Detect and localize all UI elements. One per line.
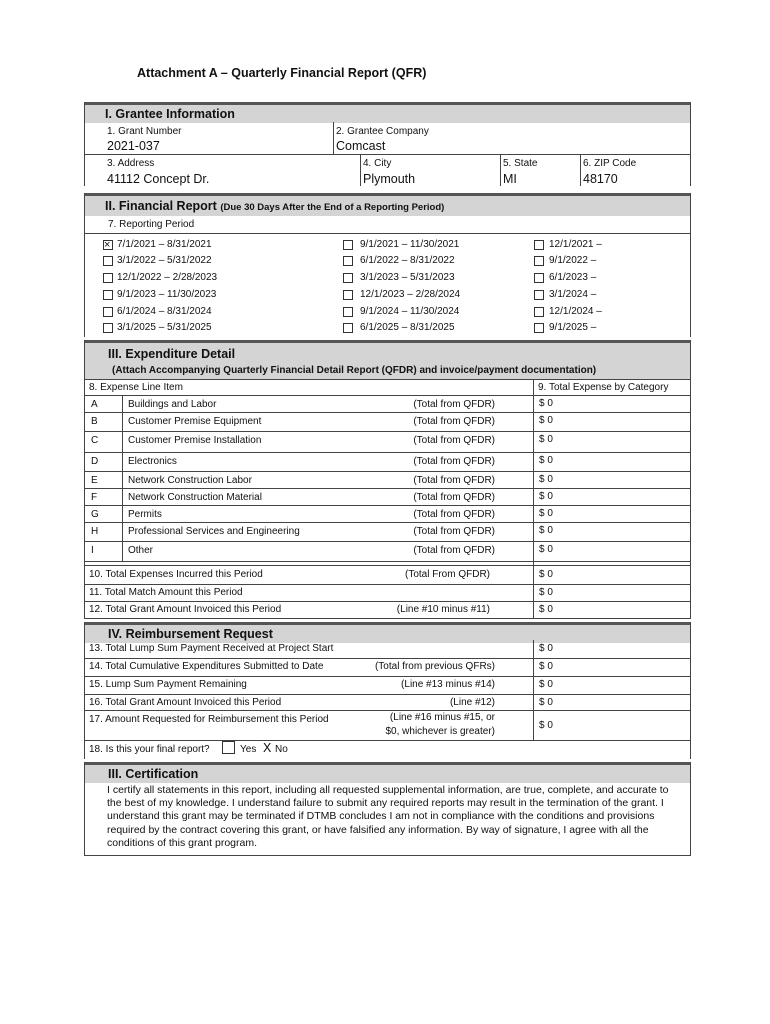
expense-amount[interactable]: $ 0 — [539, 544, 553, 555]
period-checkbox-1-2[interactable] — [103, 256, 113, 266]
expense-name: Network Construction Material — [128, 492, 262, 503]
zip-value[interactable]: 48170 — [583, 172, 618, 186]
expense-name: Other — [128, 545, 154, 556]
period-label-2-6: 6/1/2025 – 8/31/2025 — [360, 322, 455, 333]
reimb-label: 15. Lump Sum Payment Remaining — [89, 679, 247, 690]
expense-amount[interactable]: $ 0 — [539, 455, 553, 466]
expense-letter: E — [91, 475, 98, 486]
expense-source: (Total from QFDR) — [413, 526, 495, 537]
period-label-1-3: 12/1/2022 – 2/28/2023 — [117, 272, 218, 283]
period-checkbox-1-3[interactable] — [103, 273, 113, 283]
period-checkbox-2-4[interactable] — [343, 290, 353, 300]
expense-letter: G — [91, 509, 99, 520]
expense-amount[interactable]: $ 0 — [539, 508, 553, 519]
expense-name: Network Construction Labor — [128, 475, 252, 486]
expense-source: (Total from QFDR) — [413, 456, 495, 467]
expense-letter: F — [91, 492, 98, 503]
reimb-amount[interactable]: $ 0 — [539, 643, 553, 654]
page-title: Attachment A – Quarterly Financial Report (QFR) — [137, 66, 427, 80]
period-checkbox-3-5[interactable] — [534, 307, 544, 317]
final-no-mark[interactable]: X — [263, 741, 272, 755]
reimb-source: (Total from previous QFRs) — [374, 661, 495, 672]
section-financial-header — [84, 193, 691, 216]
expense-letter: B — [91, 416, 98, 427]
expense-letter: H — [91, 526, 99, 537]
period-checkbox-2-6[interactable] — [343, 323, 353, 333]
row-17-source-1: (Line #16 minus #15, or — [389, 712, 495, 723]
expense-amount[interactable]: $ 0 — [539, 525, 553, 536]
total-source: (Total From QFDR) — [405, 569, 490, 580]
expense-source: (Total from QFDR) — [413, 509, 495, 520]
period-label-1-2: 3/1/2022 – 5/31/2022 — [117, 255, 212, 266]
expense-source: (Total from QFDR) — [413, 492, 495, 503]
expense-name: Customer Premise Installation — [128, 435, 262, 446]
total-amount[interactable]: $ 0 — [539, 569, 553, 580]
expense-source: (Total from QFDR) — [413, 475, 495, 486]
expense-amount[interactable]: $ 0 — [539, 434, 553, 445]
address-label: 3. Address — [107, 158, 155, 169]
row-17-amount[interactable]: $ 0 — [539, 720, 553, 731]
period-label-2-4: 12/1/2023 – 2/28/2024 — [360, 289, 461, 300]
total-label: 10. Total Expenses Incurred this Period — [89, 569, 263, 580]
reimb-amount[interactable]: $ 0 — [539, 661, 553, 672]
row-17-source-2: $0, whichever is greater) — [385, 726, 495, 737]
reimb-amount[interactable]: $ 0 — [539, 697, 553, 708]
section-reimbursement-heading: IV. Reimbursement Request — [108, 627, 273, 641]
total-label: 11. Total Match Amount this Period — [89, 587, 243, 598]
reimb-amount[interactable]: $ 0 — [539, 679, 553, 690]
section-grantee-heading: I. Grantee Information — [105, 107, 235, 121]
final-yes-label: Yes — [240, 744, 257, 755]
state-value[interactable]: MI — [503, 172, 517, 186]
section-certification-header — [84, 762, 691, 783]
section-expenditure-header — [84, 340, 691, 379]
period-checkbox-1-5[interactable] — [103, 307, 113, 317]
reimb-label: 14. Total Cumulative Expenditures Submitted to Date — [89, 661, 324, 672]
expense-letter: I — [91, 545, 94, 556]
expense-source: (Total from QFDR) — [413, 435, 495, 446]
period-checkbox-3-6[interactable] — [534, 323, 544, 333]
total-label: 12. Total Grant Amount Invoiced this Period — [89, 604, 282, 615]
period-checkbox-1-6[interactable] — [103, 323, 113, 333]
period-checkbox-3-3[interactable] — [534, 273, 544, 283]
period-checkbox-3-4[interactable] — [534, 290, 544, 300]
period-checkbox-3-1[interactable] — [534, 240, 544, 250]
period-label-2-3: 3/1/2023 – 5/31/2023 — [360, 272, 455, 283]
grant-number-label: 1. Grant Number — [107, 126, 182, 137]
zip-label: 6. ZIP Code — [583, 158, 637, 169]
grant-number-value[interactable]: 2021-037 — [107, 139, 160, 153]
expense-amount[interactable]: $ 0 — [539, 398, 553, 409]
period-label-1-1: 7/1/2021 – 8/31/2021 — [117, 239, 212, 250]
reimb-source: (Line #12) — [449, 697, 495, 708]
expense-amount[interactable]: $ 0 — [539, 415, 553, 426]
total-amount[interactable]: $ 0 — [539, 587, 553, 598]
period-checkbox-1-1[interactable]: × — [103, 240, 113, 250]
city-value[interactable]: Plymouth — [363, 172, 416, 186]
period-label-3-4: 3/1/2024 – — [549, 289, 597, 300]
expense-line-item-label: 8. Expense Line Item — [89, 382, 183, 393]
total-source: (Line #10 minus #11) — [396, 604, 490, 615]
expense-letter: C — [91, 435, 99, 446]
period-label-3-3: 6/1/2023 – — [549, 272, 597, 283]
expense-source: (Total from QFDR) — [413, 545, 495, 556]
expense-amount[interactable]: $ 0 — [539, 491, 553, 502]
period-label-3-5: 12/1/2024 – — [549, 306, 602, 317]
address-value[interactable]: 41112 Concept Dr. — [107, 172, 210, 186]
expense-name: Customer Premise Equipment — [128, 416, 262, 427]
period-label-1-5: 6/1/2024 – 8/31/2024 — [117, 306, 212, 317]
section-certification-heading: III. Certification — [108, 767, 199, 781]
grantee-company-label: 2. Grantee Company — [336, 126, 429, 137]
section-expenditure-heading: III. Expenditure Detail — [108, 347, 236, 361]
city-label: 4. City — [363, 158, 392, 169]
expense-name: Buildings and Labor — [128, 399, 217, 410]
period-checkbox-1-4[interactable] — [103, 290, 113, 300]
section-financial-heading: II. Financial Report — [105, 199, 217, 213]
state-label: 5. State — [503, 158, 538, 169]
period-checkbox-3-2[interactable] — [534, 256, 544, 266]
section-reimbursement-header — [84, 622, 691, 643]
expense-source: (Total from QFDR) — [413, 416, 495, 427]
reimb-label: 16. Total Grant Amount Invoiced this Period — [89, 697, 282, 708]
period-label-2-2: 6/1/2022 – 8/31/2022 — [360, 255, 455, 266]
final-report-label: 18. Is this your final report? — [89, 744, 210, 755]
grantee-company-value[interactable]: Comcast — [336, 139, 386, 153]
period-label-1-4: 9/1/2023 – 11/30/2023 — [117, 289, 217, 300]
period-checkbox-2-1[interactable] — [343, 240, 353, 250]
section-grantee-header — [84, 102, 691, 123]
expense-name: Professional Services and Engineering — [128, 526, 300, 537]
period-label-2-5: 9/1/2024 – 11/30/2024 — [360, 306, 460, 317]
total-amount[interactable]: $ 0 — [539, 604, 553, 615]
period-label-3-6: 9/1/2025 – — [549, 322, 597, 333]
final-no-label: No — [275, 744, 288, 755]
final-yes-checkbox[interactable] — [222, 741, 235, 754]
expense-source: (Total from QFDR) — [413, 399, 495, 410]
row-17-label: 17. Amount Requested for Reimbursement this Period — [89, 714, 329, 725]
expense-amount[interactable]: $ 0 — [539, 474, 553, 485]
period-checkbox-2-3[interactable] — [343, 273, 353, 283]
expense-name: Permits — [128, 509, 162, 520]
period-checkbox-2-2[interactable] — [343, 256, 353, 266]
expense-letter: D — [91, 456, 99, 467]
total-expense-label: 9. Total Expense by Category — [538, 382, 669, 393]
period-label-2-1: 9/1/2021 – 11/30/2021 — [360, 239, 460, 250]
reporting-period-label: 7. Reporting Period — [108, 219, 195, 230]
section-financial-note: (Due 30 Days After the End of a Reporting Period) — [220, 202, 445, 213]
expense-letter: A — [91, 399, 98, 410]
reimb-label: 13. Total Lump Sum Payment Received at Project Start — [89, 643, 334, 654]
period-label-3-2: 9/1/2022 – — [549, 255, 597, 266]
certification-text: I certify all statements in this report, including all requested supplemental information, are true, complete, and accurate to the best of my knowledge. I understand failure to submit any required reports may result in the termination of the grant. I understand this grant may be terminated if DTMB concludes I am not in compliance with the conditions and provisions required by the contract covering this grant, or have falsified any information. By way of signature, I agree with all the conditions of this grant program. — [107, 784, 669, 849]
period-label-3-1: 12/1/2021 – — [549, 239, 602, 250]
expense-name: Electronics — [128, 456, 177, 467]
reimb-source: (Line #13 minus #14) — [401, 679, 495, 690]
period-checkbox-2-5[interactable] — [343, 307, 353, 317]
period-label-1-6: 3/1/2025 – 5/31/2025 — [117, 322, 212, 333]
section-expenditure-note: (Attach Accompanying Quarterly Financial Detail Report (QFDR) and invoice/payment documentation) — [112, 365, 597, 376]
